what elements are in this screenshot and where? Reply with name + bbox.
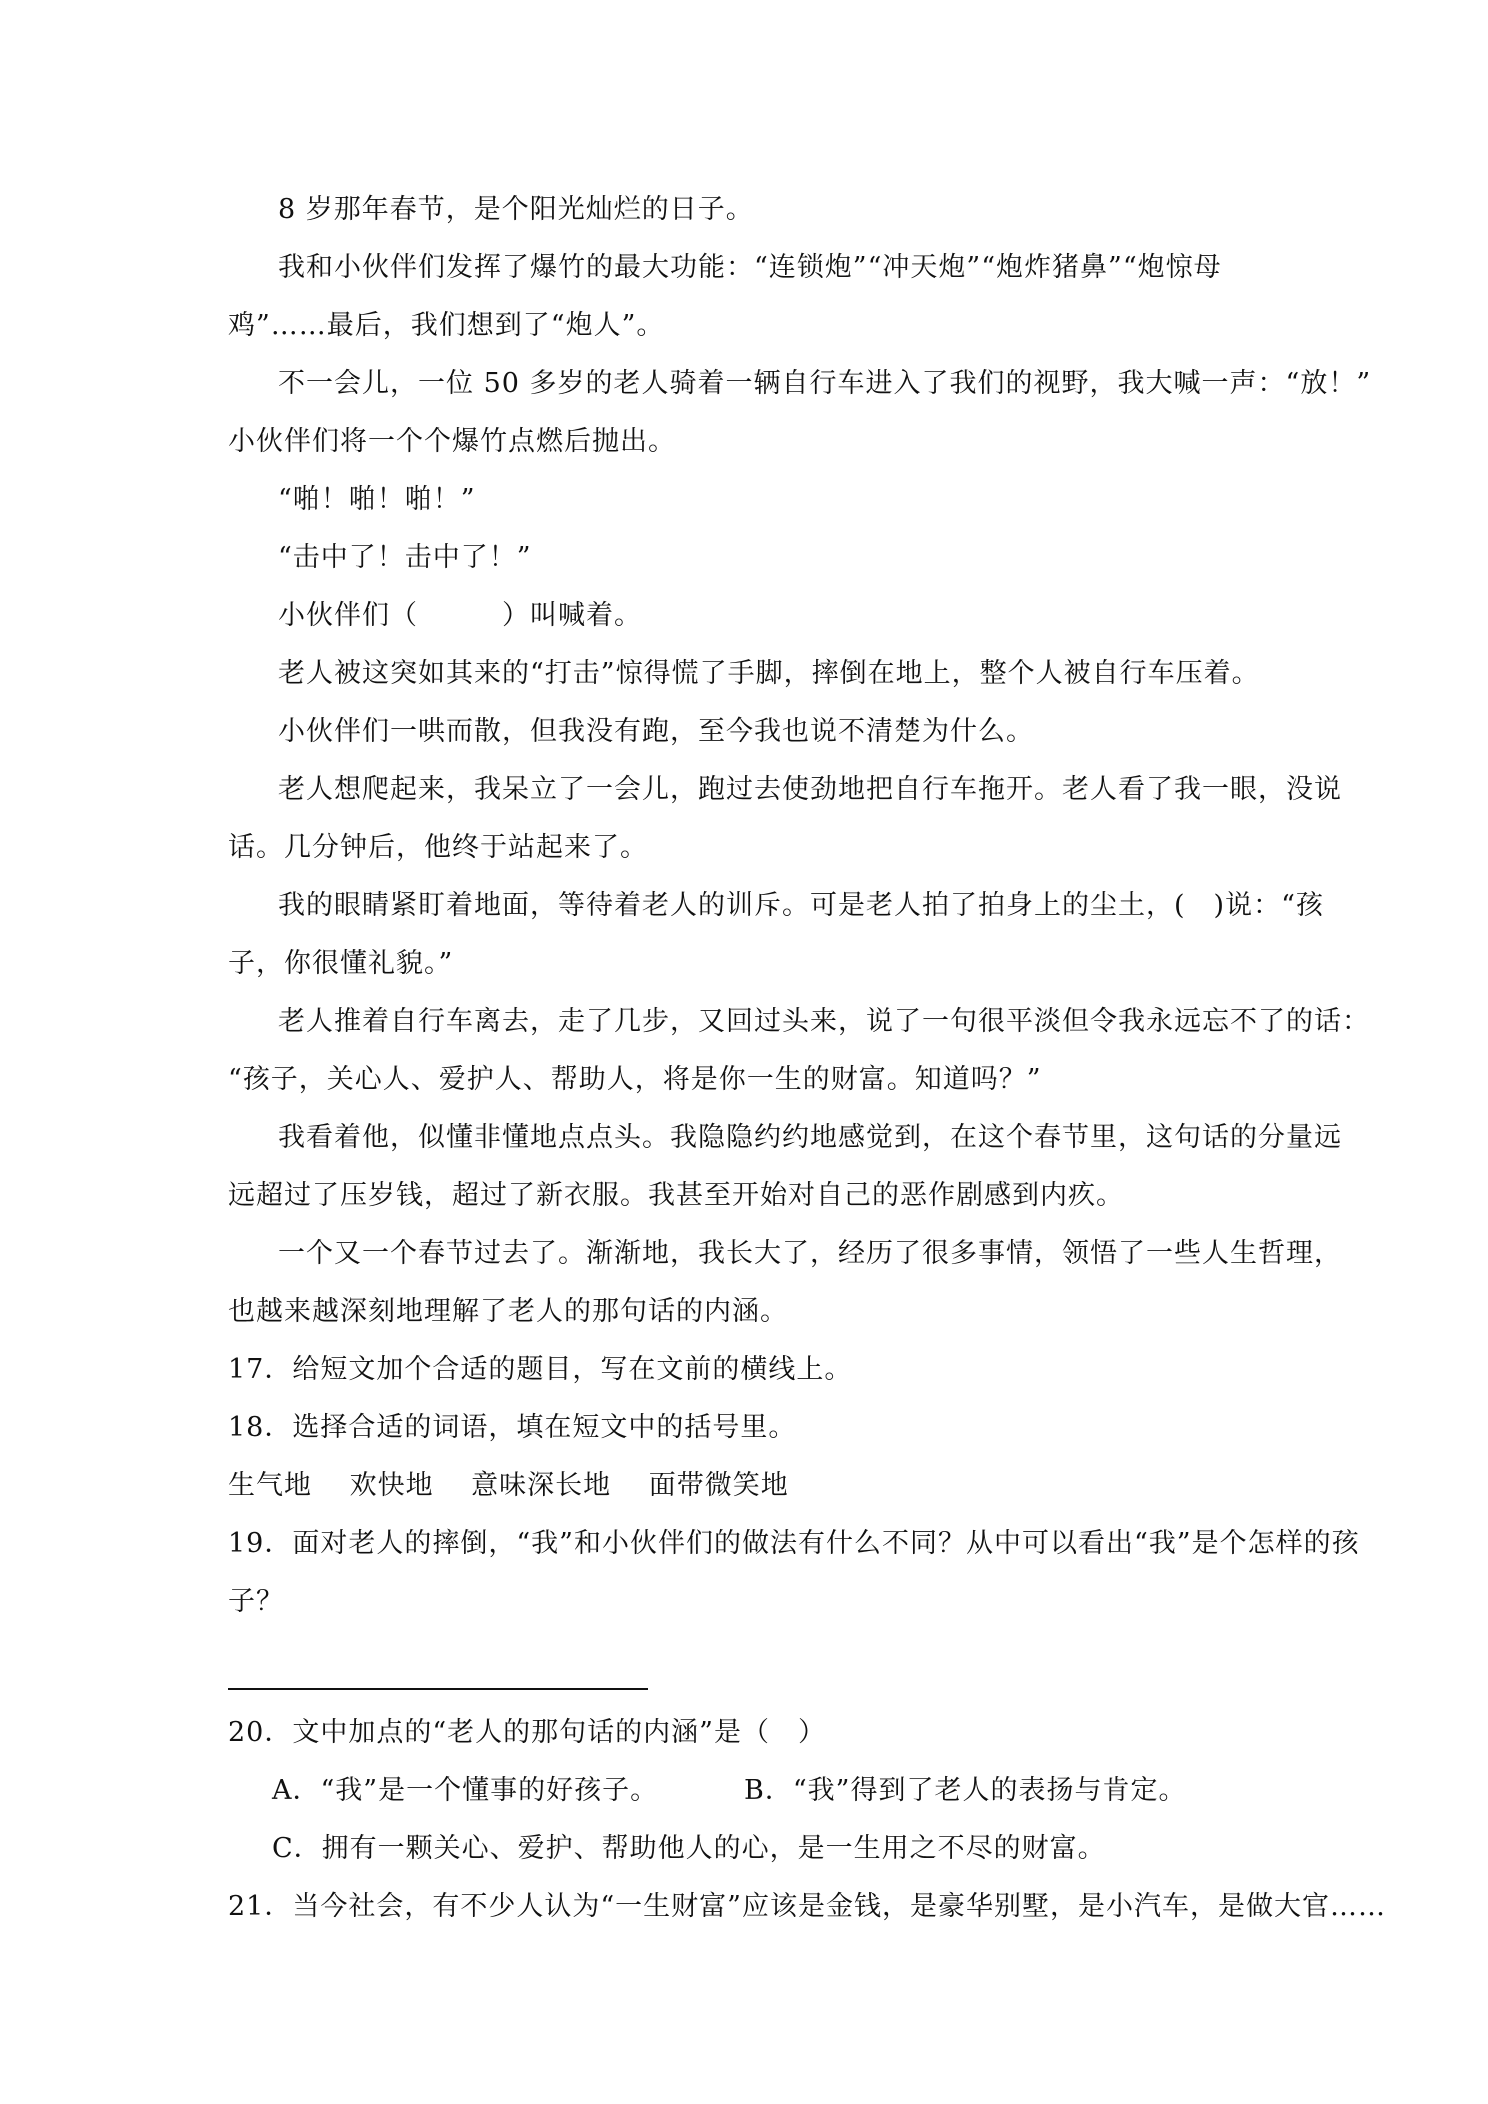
question-20-option-c: C．拥有一颗关心、爱护、帮助他人的心，是一生用之不尽的财富。 [272, 1833, 1106, 1864]
passage-line: 老人被这突如其来的“打击”惊得慌了手脚，摔倒在地上，整个人被自行车压着。 [278, 658, 1260, 689]
question-20-option-a: A．“我”是一个懂事的好孩子。 [272, 1775, 659, 1806]
passage-line: 子，你很懂礼貌。” [228, 948, 454, 979]
question-21: 21．当今社会，有不少人认为“一生财富”应该是金钱，是豪华别墅，是小汽车，是做大官…… [228, 1891, 1386, 1922]
passage-line: “孩子，关心人、爱护人、帮助人，将是你一生的财富。知道吗？” [228, 1064, 1042, 1095]
passage-line: 小伙伴们（ ）叫喊着。 [278, 600, 642, 631]
passage-line: 老人推着自行车离去，走了几步，又回过头来，说了一句很平淡但令我永远忘不了的话： [278, 1006, 1370, 1037]
passage-line: 老人想爬起来，我呆立了一会儿，跑过去使劲地把自行车拖开。老人看了我一眼，没说 [278, 774, 1342, 805]
question-18: 18．选择合适的词语，填在短文中的括号里。 [228, 1412, 797, 1443]
question-18-word-options: 生气地 欢快地 意味深长地 面带微笑地 [228, 1470, 789, 1501]
passage-line: “啪！啪！啪！” [278, 484, 476, 515]
answer-line [228, 1688, 648, 1690]
question-20: 20．文中加点的“老人的那句话的内涵”是（ ） [228, 1717, 826, 1748]
passage-line: 鸡”……最后，我们想到了“炮人”。 [228, 310, 665, 341]
passage-line: 远超过了压岁钱，超过了新衣服。我甚至开始对自己的恶作剧感到内疚。 [228, 1180, 1124, 1211]
passage-line: 8 岁那年春节，是个阳光灿烂的日子。 [278, 194, 754, 225]
passage-line: “击中了！击中了！” [278, 542, 532, 573]
passage-line: 小伙伴们将一个个爆竹点燃后抛出。 [228, 426, 676, 457]
passage-line: 一个又一个春节过去了。渐渐地，我长大了，经历了很多事情，领悟了一些人生哲理， [278, 1238, 1342, 1269]
question-19-continued: 子？ [228, 1586, 284, 1617]
passage-line: 我看着他，似懂非懂地点点头。我隐隐约约地感觉到，在这个春节里，这句话的分量远 [278, 1122, 1342, 1153]
question-17: 17．给短文加个合适的题目，写在文前的横线上。 [228, 1354, 853, 1385]
passage-line: 不一会儿，一位 50 多岁的老人骑着一辆自行车进入了我们的视野，我大喊一声：“放！” [278, 368, 1372, 399]
passage-line: 我和小伙伴们发挥了爆竹的最大功能：“连锁炮”“冲天炮”“炮炸猪鼻”“炮惊母 [278, 252, 1222, 283]
question-20-option-b: B．“我”得到了老人的表扬与肯定。 [744, 1775, 1187, 1806]
passage-line: 小伙伴们一哄而散，但我没有跑，至今我也说不清楚为什么。 [278, 716, 1034, 747]
passage-line: 话。几分钟后，他终于站起来了。 [228, 832, 648, 863]
passage-line: 我的眼睛紧盯着地面，等待着老人的训斥。可是老人拍了拍身上的尘土，( )说：“孩 [278, 890, 1324, 921]
passage-line: 也越来越深刻地理解了老人的那句话的内涵。 [228, 1296, 788, 1327]
question-19: 19．面对老人的摔倒，“我”和小伙伴们的做法有什么不同？从中可以看出“我”是个怎样的孩 [228, 1528, 1360, 1559]
